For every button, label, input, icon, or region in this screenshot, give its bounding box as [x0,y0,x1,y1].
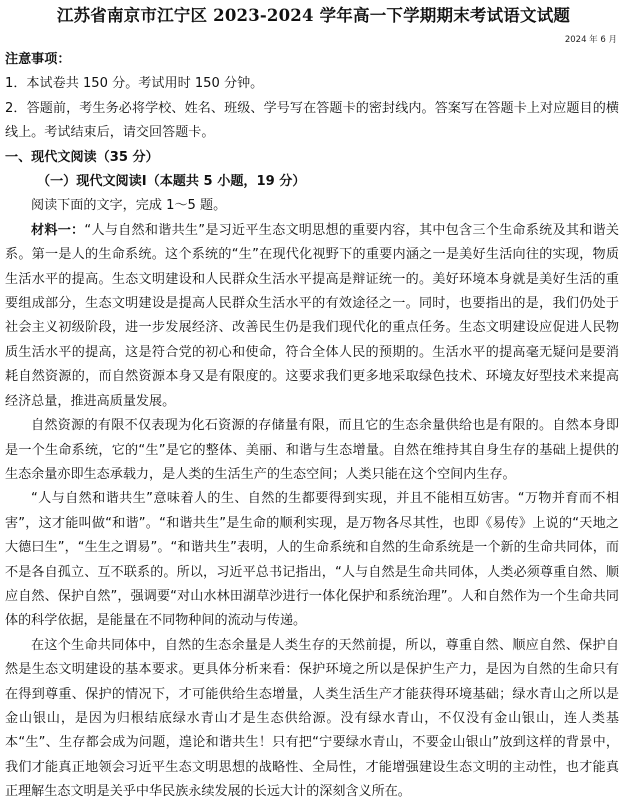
note-item-2: 2．答题前，考生务必将学校、姓名、班级、学号写在答题卡的密封线内。答案写在答题卡上对应题目的横线上。考试结束后，请交回答题卡。 [5,100,619,141]
paragraph-text: “人与自然和谐共生”是习近平生态文明思想的重要内容，其中包含三个生命系统及其和谐关系。第一是人的生命系统。这个系统的“生”在现代化视野下的重要内涵之一是美好生活向往的实现，物质生活水平的提高。生态文明建设和人民群众生活水平提高是辩证统一的。美好环境本身就是美好生活的重要组成部分，生态文明建设是提高人民群众生活水平的有效途径之一。同时，也要指出的是，我们仍处于社会主义初级阶段，进一步发展经济、改善民生仍是我们现代化的重点任务。生态文明建设应促进人民物质生活水平的提高，这是符合党的初心和使命，符合全体人民的预期的。生活水平的提高毫无疑问是要消耗自然资源的，而自然资源本身又是有限度的。这要求我们更多地采取绿色技术、环境友好型技术来提高经济总量，推进高质量发展。 [5,222,619,409]
material-label: 材料一： [31,222,85,238]
document-body [5,48,619,805]
subsection-heading: （一）现代文阅读Ⅰ（本题共 5 小题，19 分） [37,174,306,190]
material-paragraph-2: 自然资源的有限不仅表现为化石资源的存储量有限，而且它的生态余量供给也是有限的。自然本身即是一个生命系统，它的“生”是它的整体、美丽、和谐与生态增量。自然在维持其自身生存的基础上提供的生态余量亦即生态承载力，是人类的生活生产的生态空间；人类只能在这个空间内生存。 [5,418,619,482]
note-item-1: 1．本试卷共 150 分。考试用时 150 分钟。 [5,76,264,92]
material-paragraph-3: “人与自然和谐共生”意味着人的生、自然的生都要得到实现，并且不能相互妨害。“万物并育而不相害”，这才能叫做“和谐”。“和谐共生”是生命的顺利实现，是万物各尽其性，也即《易传》上说的“天地之大德曰生”，“生生之谓易”。“和谐共生”表明，人的生命系统和自然的生命系统是一个新的生命共同体，而不是各自孤立、互不联系的。所以，习近平总书记指出，“人与自然是生命共同体，人类必须尊重自然、顺应自然、保护自然”，强调要“对山水林田湖草沙进行一体化保护和系统治理”。人和自然作为一个生命共同体的科学依据，是能量在不同物种间的流动与传递。 [5,491,619,629]
material-paragraph-1 [5,219,619,414]
notes-heading: 注意事项： [5,52,71,67]
exam-title: 江苏省南京市江宁区 2023-2024 学年高一下学期期末考试语文试题 [56,6,571,25]
reading-instruction: 阅读下面的文字，完成 1～5 题。 [31,198,227,214]
material-paragraph-4: 在这个生命共同体中，自然的生态余量是人类生存的天然前提，所以，尊重自然、顺应自然、保护自然是生态文明建设的基本要求。更具体分析来看：保护环境之所以是保护生产力，是因为自然的生命只有在得到尊重、保护的情况下，才可能供给生态增量，人类生活生产才能获得环境基础；绿水青山之所以是金山银山，是因为归根结底绿水青山才是生态供给源。没有绿水青山，不仅没有金山银山，连人类基本“生”、生存都会成为问题，遑论和谐共生！只有把“宁要绿水青山，不要金山银山”放到这样的背景中，我们才能真正地领会习近平生态文明思想的战略性、全局性，才能增强建设生态文明的主动性，也才能真正理解生态文明是关乎中华民族永续发展的长远大计的深刻含义所在。 [5,637,619,800]
section-heading: 一、现代文阅读（35 分） [5,149,159,165]
exam-date: 2024 年 6 月 [564,35,617,45]
